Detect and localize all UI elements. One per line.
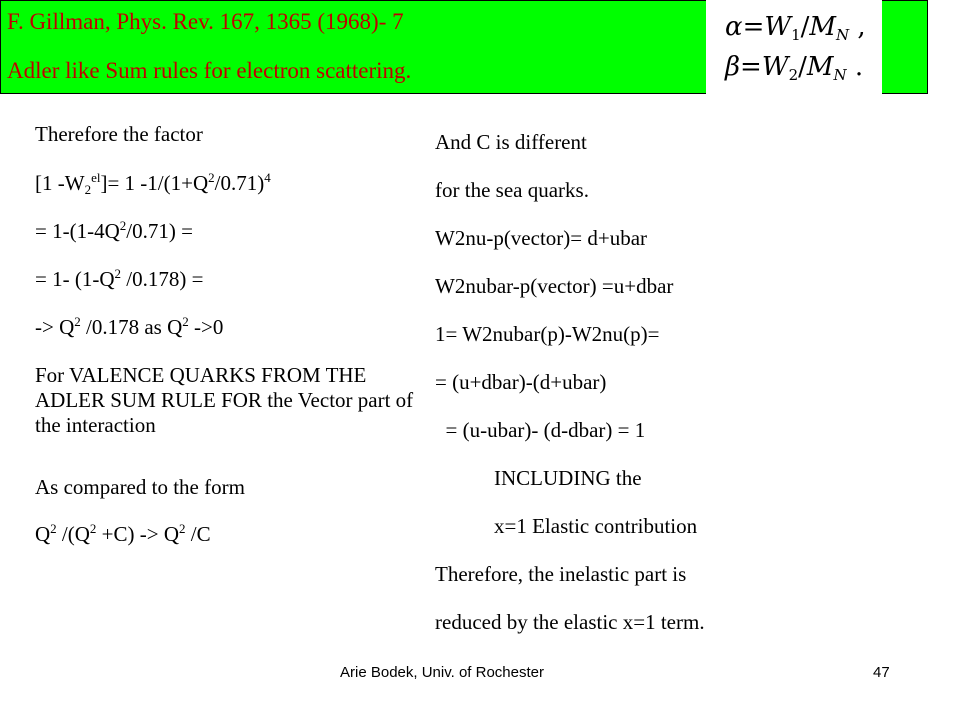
left-line-1: Therefore the factor: [35, 122, 203, 146]
right-line-2: for the sea quarks.: [435, 178, 589, 202]
formula-beta: $\beta=W_2/M_N$ .: [725, 52, 864, 84]
right-line-1: And C is different: [435, 130, 587, 154]
formula-alpha: $\alpha=W_1/M_N$ ,: [725, 12, 866, 44]
left-line-8: $Q^2$ $/(Q^2 +C) -> Q^2$ /C: [35, 521, 211, 546]
left-line-2: [1 $-W_2^{el}]= 1$ $-1/(1+Q^2/0.71)^4$: [35, 170, 271, 197]
right-line-3: W2nu-p(vector)= d+ubar: [435, 226, 648, 250]
right-line-9: x=1 Elastic contribution: [494, 514, 698, 538]
right-line-6: = (u+dbar)-(d+ubar): [435, 370, 607, 394]
left-line-4: = 1- ($1-Q^2$ /0.178) =: [35, 266, 204, 291]
slide-subtitle: Adler like Sum rules for electron scattering.: [7, 58, 412, 83]
right-line-5: 1= W2nubar(p)-W2nu(p)=: [435, 322, 660, 346]
right-line-4: W2nubar-p(vector) =u+dbar: [435, 274, 674, 298]
left-line-7: As compared to the form: [35, 475, 245, 499]
right-line-10: Therefore, the inelastic part is: [435, 562, 687, 586]
right-line-11: reduced by the elastic x=1 term.: [435, 610, 705, 634]
right-line-8: INCLUDING the: [494, 466, 642, 490]
reference-citation: F. Gillman, Phys. Rev. 167, 1365 (1968)- 7: [7, 9, 404, 34]
footer-author: Arie Bodek, Univ. of Rochester: [340, 664, 544, 681]
page-number: 47: [873, 664, 890, 681]
left-line-3: = $1-(1-4Q^2/0.71)$ =: [35, 218, 193, 243]
formula-box: [706, 0, 882, 94]
right-line-7: = (u-ubar)- (d-dbar) = 1: [435, 418, 646, 442]
left-line-5: -> $Q^2$ /0.178 as $Q^2$ ->0: [35, 314, 224, 339]
left-line-6: For VALENCE QUARKS FROM THE ADLER SUM RULE FOR the Vector part of the interaction: [35, 363, 414, 437]
